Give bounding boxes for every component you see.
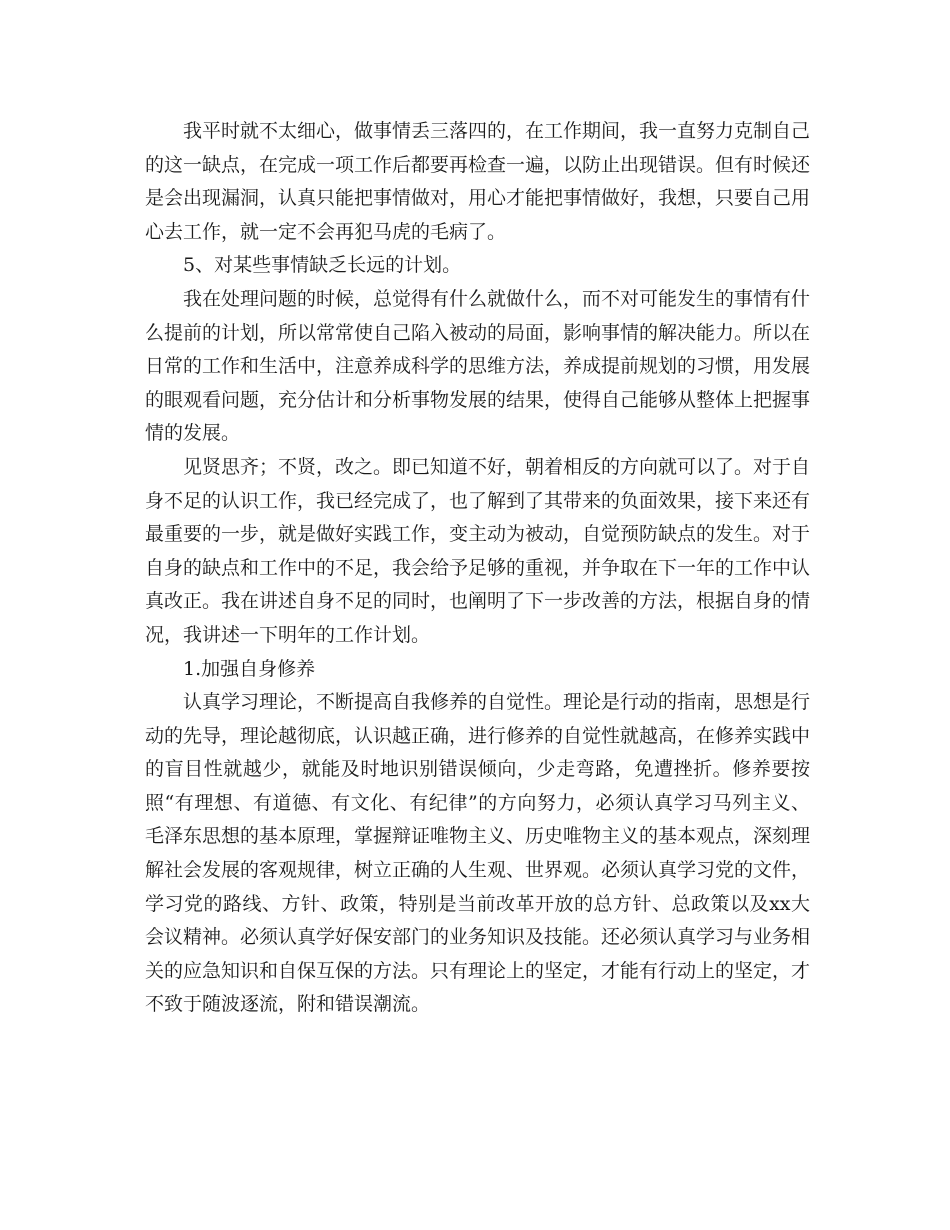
section-heading-long-term-plan: 5、对某些事情缺乏长远的计划。 <box>183 254 462 277</box>
paragraph-self-correction: 见贤思齐；不贤，改之。即已知道不好，朝着相反的方向就可以了。对于自身不足的认识工作，我已经完成了，也了解到了其带来的负面效果，接下来还有最重要的一步，就是做好实践工作，变主动为被动，自觉预防缺点的发生。对于自身的缺点和工作中的不足，我会给予足够的重视，并争取在下一年的工作中认真改正。我在讲述自身不足的同时，也阐明了下一步改善的方法，根据自身的情况，我讲述一下明年的工作计划。 <box>145 455 811 646</box>
paragraph-theory-study: 认真学习理论，不断提高自我修养的自觉性。理论是行动的指南，思想是行动的先导，理论越彻底，认识越正确，进行修养的自觉性就越高，在修养实践中的盲目性就越少，就能及时地识别错误倾向，少走弯路，免遭挫折。修养要按照“有理想、有道德、有文化、有纪律”的方向努力，必须认真学习马列主义、毛泽东思想的基本原理，掌握辩证唯物主义、历史唯物主义的基本观点，深刻理解社会发展的客观规律，树立正确的人生观、世界观。必须认真学习党的文件，学习党的路线、方针、政策，特别是当前改革开放的总方针、总政策以及xx大会议精神。必须认真学好保安部门的业务知识及技能。还必须认真学习与业务相关的应急知识和自保互保的方法。只有理论上的坚定，才能有行动上的坚定，才不致于随波逐流，附和错误潮流。 <box>145 691 811 1016</box>
document-body <box>145 115 810 1022</box>
section-heading-self-cultivation: 1.加强自身修养 <box>183 657 316 680</box>
paragraph-planning: 我在处理问题的时候，总觉得有什么就做什么，而不对可能发生的事情有什么提前的计划，所以常常使自己陷入被动的局面，影响事情的解决能力。所以在日常的工作和生活中，注意养成科学的思维方法，养成提前规划的习惯，用发展的眼观看问题，充分估计和分析事物发展的结果，使得自己能够从整体上把握事情的发展。 <box>145 287 811 445</box>
paragraph-carelessness: 我平时就不太细心，做事情丢三落四的，在工作期间，我一直努力克制自己的这一缺点，在完成一项工作后都要再检查一遍，以防止出现错误。但有时候还是会出现漏洞，认真只能把事情做对，用心才能把事情做好，我想，只要自己用心去工作，就一定不会再犯马虎的毛病了。 <box>145 120 811 243</box>
